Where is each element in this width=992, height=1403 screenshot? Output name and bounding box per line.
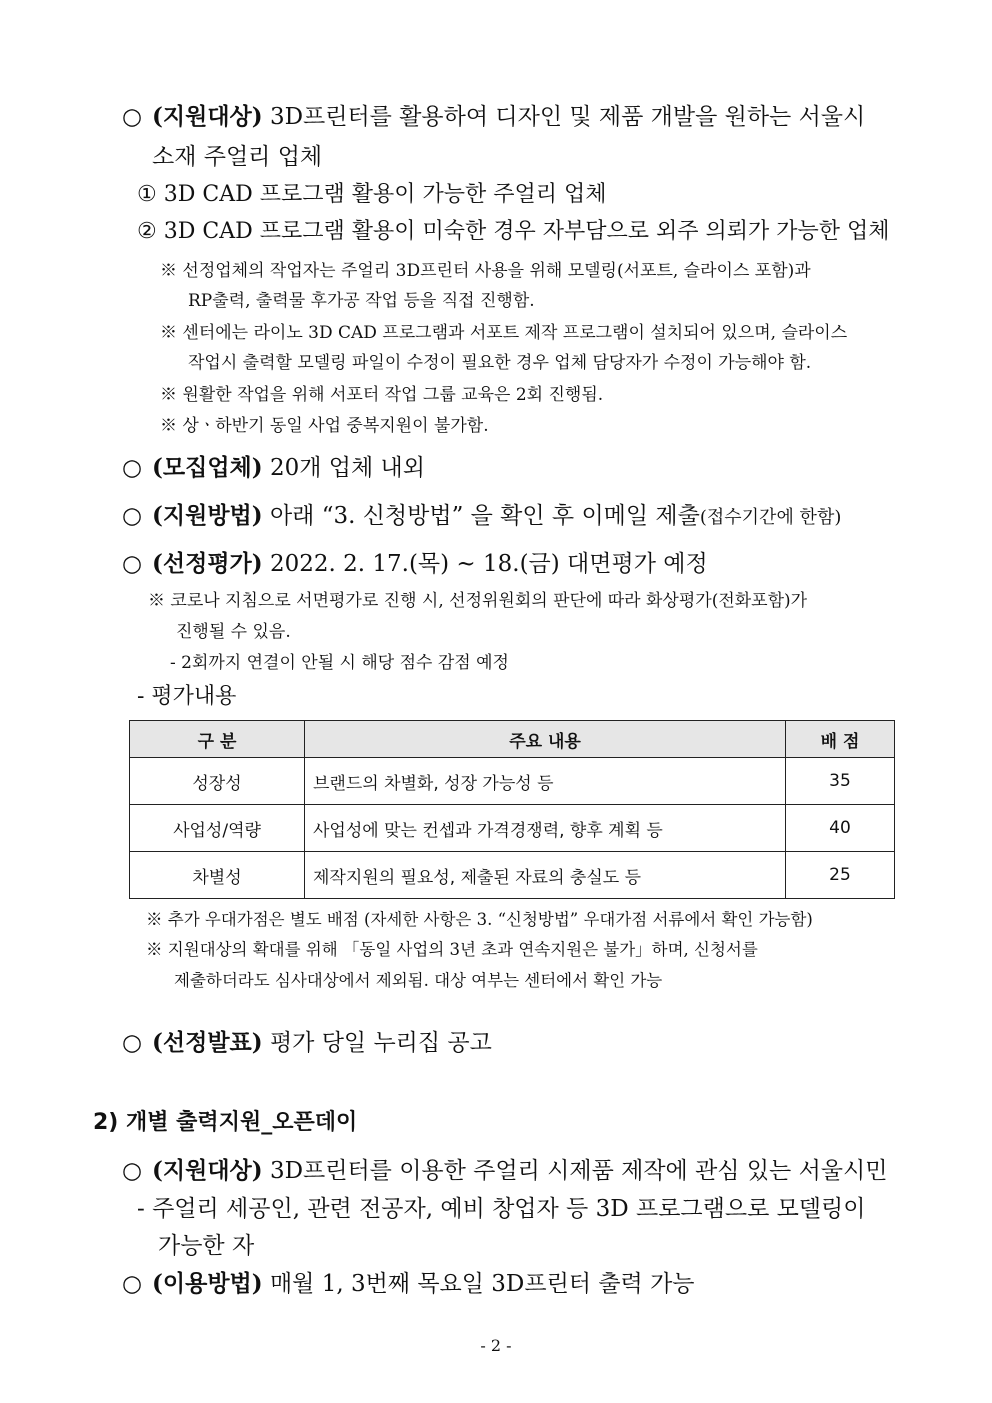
reference-mark: ※ [160,261,177,281]
evaluation-content-label: - 평가내용 [137,684,237,709]
circle-bullet: ○ [122,1158,143,1184]
note-2-line-1 [160,318,847,343]
note-1-text: 선정업체의 작업자는 주얼리 3D프린터 사용을 위해 모델링(서포트, 슬라이스 포함)과 [182,261,811,281]
evaluation-note-line-2: 진행될 수 있음. [176,622,291,642]
section-2-usage-line [122,1265,695,1298]
reference-mark: ※ [160,323,177,343]
table-note-1-text: 추가 우대가점은 별도 배점 (자세한 사항은 3. “신청방법” 우대가점 서류에서 확인 가능함) [167,910,813,929]
section-2-target-line [122,1152,887,1185]
item-2-num: ② [137,219,157,244]
evaluation-table [129,720,895,899]
table-note-2-line-2: 제출하더라도 심사대상에서 제외됨. 대상 여부는 센터에서 확인 가능 [174,971,663,990]
section-2-target-sub-line-2: 가능한 자 [158,1233,255,1259]
target-text: 3D프린터를 활용하여 디자인 및 제품 개발을 원하는 서울시 [269,104,866,130]
announce-line [122,1024,492,1057]
table-note-2-line-1 [146,936,758,960]
recruit-label: (모집업체) [152,454,263,481]
target-label: (지원대상) [152,103,263,130]
note-1-line-2: RP출력, 출력물 후가공 작업 등을 직접 진행함. [188,291,535,311]
cell-score: 40 [786,805,895,852]
section-2-target-label: (지원대상) [152,1157,263,1184]
evaluation-note-sub: - 2회까지 연결이 안될 시 해당 점수 감점 예정 [170,653,509,673]
reference-mark: ※ [146,910,163,929]
note-4-text: 상ㆍ하반기 동일 사업 중복지원이 불가함. [182,416,489,436]
header-score: 배 점 [786,721,895,758]
target-line-2: 소재 주얼리 업체 [152,144,323,170]
table-row [130,805,895,852]
table-note-1 [146,906,813,930]
evaluation-line [122,545,708,578]
table-row [130,758,895,805]
section-2-usage-text: 매월 1, 3번째 목요일 3D프린터 출력 가능 [269,1271,695,1297]
evaluation-text: 2022. 2. 17.(목) ~ 18.(금) 대면평가 예정 [269,551,708,577]
item-1-text: 3D CAD 프로그램 활용이 가능한 주얼리 업체 [163,182,607,207]
cell-score: 25 [786,852,895,899]
item-2-text: 3D CAD 프로그램 활용이 미숙한 경우 자부담으로 외주 의뢰가 가능한 업체 [163,219,890,244]
evaluation-note-text: 코로나 지침으로 서면평가로 진행 시, 선정위원회의 판단에 따라 화상평가(전화포함)가 [170,591,808,611]
method-label: (지원방법) [152,502,263,529]
note-2-line-2: 작업시 출력할 모델링 파일이 수정이 필요한 경우 업체 담당자가 수정이 가능해야 함. [188,353,812,373]
cell-content: 브랜드의 차별화, 성장 가능성 등 [305,758,786,805]
table-header-row [130,721,895,758]
announce-text: 평가 당일 누리집 공고 [269,1030,492,1056]
cell-category: 성장성 [130,758,305,805]
cell-category: 사업성/역량 [130,805,305,852]
reference-mark: ※ [160,416,177,436]
recruit-line [122,449,425,482]
announce-label: (선정발표) [152,1029,263,1056]
note-2-text: 센터에는 라이노 3D CAD 프로그램과 서포트 제작 프로그램이 설치되어 있으며, 슬라이스 [182,323,848,343]
method-line [122,497,841,530]
section-2-heading: 2) 개별 출력지원_오픈데이 [93,1110,358,1135]
circle-bullet: ○ [122,551,143,577]
page-number: - 2 - [480,1336,512,1355]
section-2-target-sub-line-1: - 주얼리 세공인, 관련 전공자, 예비 창업자 등 3D 프로그램으로 모델링이 [137,1196,866,1222]
reference-mark: ※ [146,940,163,959]
note-1-line-1 [160,256,811,281]
table-note-2-text: 지원대상의 확대를 위해 「동일 사업의 3년 초과 연속지원은 불가」하며, 신청서를 [167,940,758,959]
reference-mark: ※ [148,591,165,611]
evaluation-label: (선정평가) [152,550,263,577]
cell-score: 35 [786,758,895,805]
circle-bullet: ○ [122,455,143,481]
reference-mark: ※ [160,385,177,405]
header-content: 주요 내용 [305,721,786,758]
note-3-text: 원활한 작업을 위해 서포터 작업 그룹 교육은 2회 진행됨. [182,385,604,405]
note-3 [160,380,603,405]
cell-content: 제작지원의 필요성, 제출된 자료의 충실도 등 [305,852,786,899]
header-category: 구 분 [130,721,305,758]
item-2 [137,214,889,245]
evaluation-note-line-1 [148,586,807,611]
circle-bullet: ○ [122,1271,143,1297]
method-small-text: (접수기간에 한함) [699,507,842,528]
cell-content: 사업성에 맞는 컨셉과 가격경쟁력, 향후 계획 등 [305,805,786,852]
circle-bullet: ○ [122,503,143,529]
note-4 [160,411,489,436]
item-1 [137,177,606,208]
table-row [130,852,895,899]
section-2-target-text: 3D프린터를 이용한 주얼리 시제품 제작에 관심 있는 서울시민 [269,1158,888,1184]
circle-bullet: ○ [122,104,143,130]
cell-category: 차별성 [130,852,305,899]
recruit-text: 20개 업체 내외 [269,455,425,481]
item-1-num: ① [137,182,157,207]
circle-bullet: ○ [122,1030,143,1056]
method-text: 아래 “3. 신청방법” 을 확인 후 이메일 제출 [269,503,700,529]
section-2-usage-label: (이용방법) [152,1270,263,1297]
target-line-1 [122,98,865,131]
